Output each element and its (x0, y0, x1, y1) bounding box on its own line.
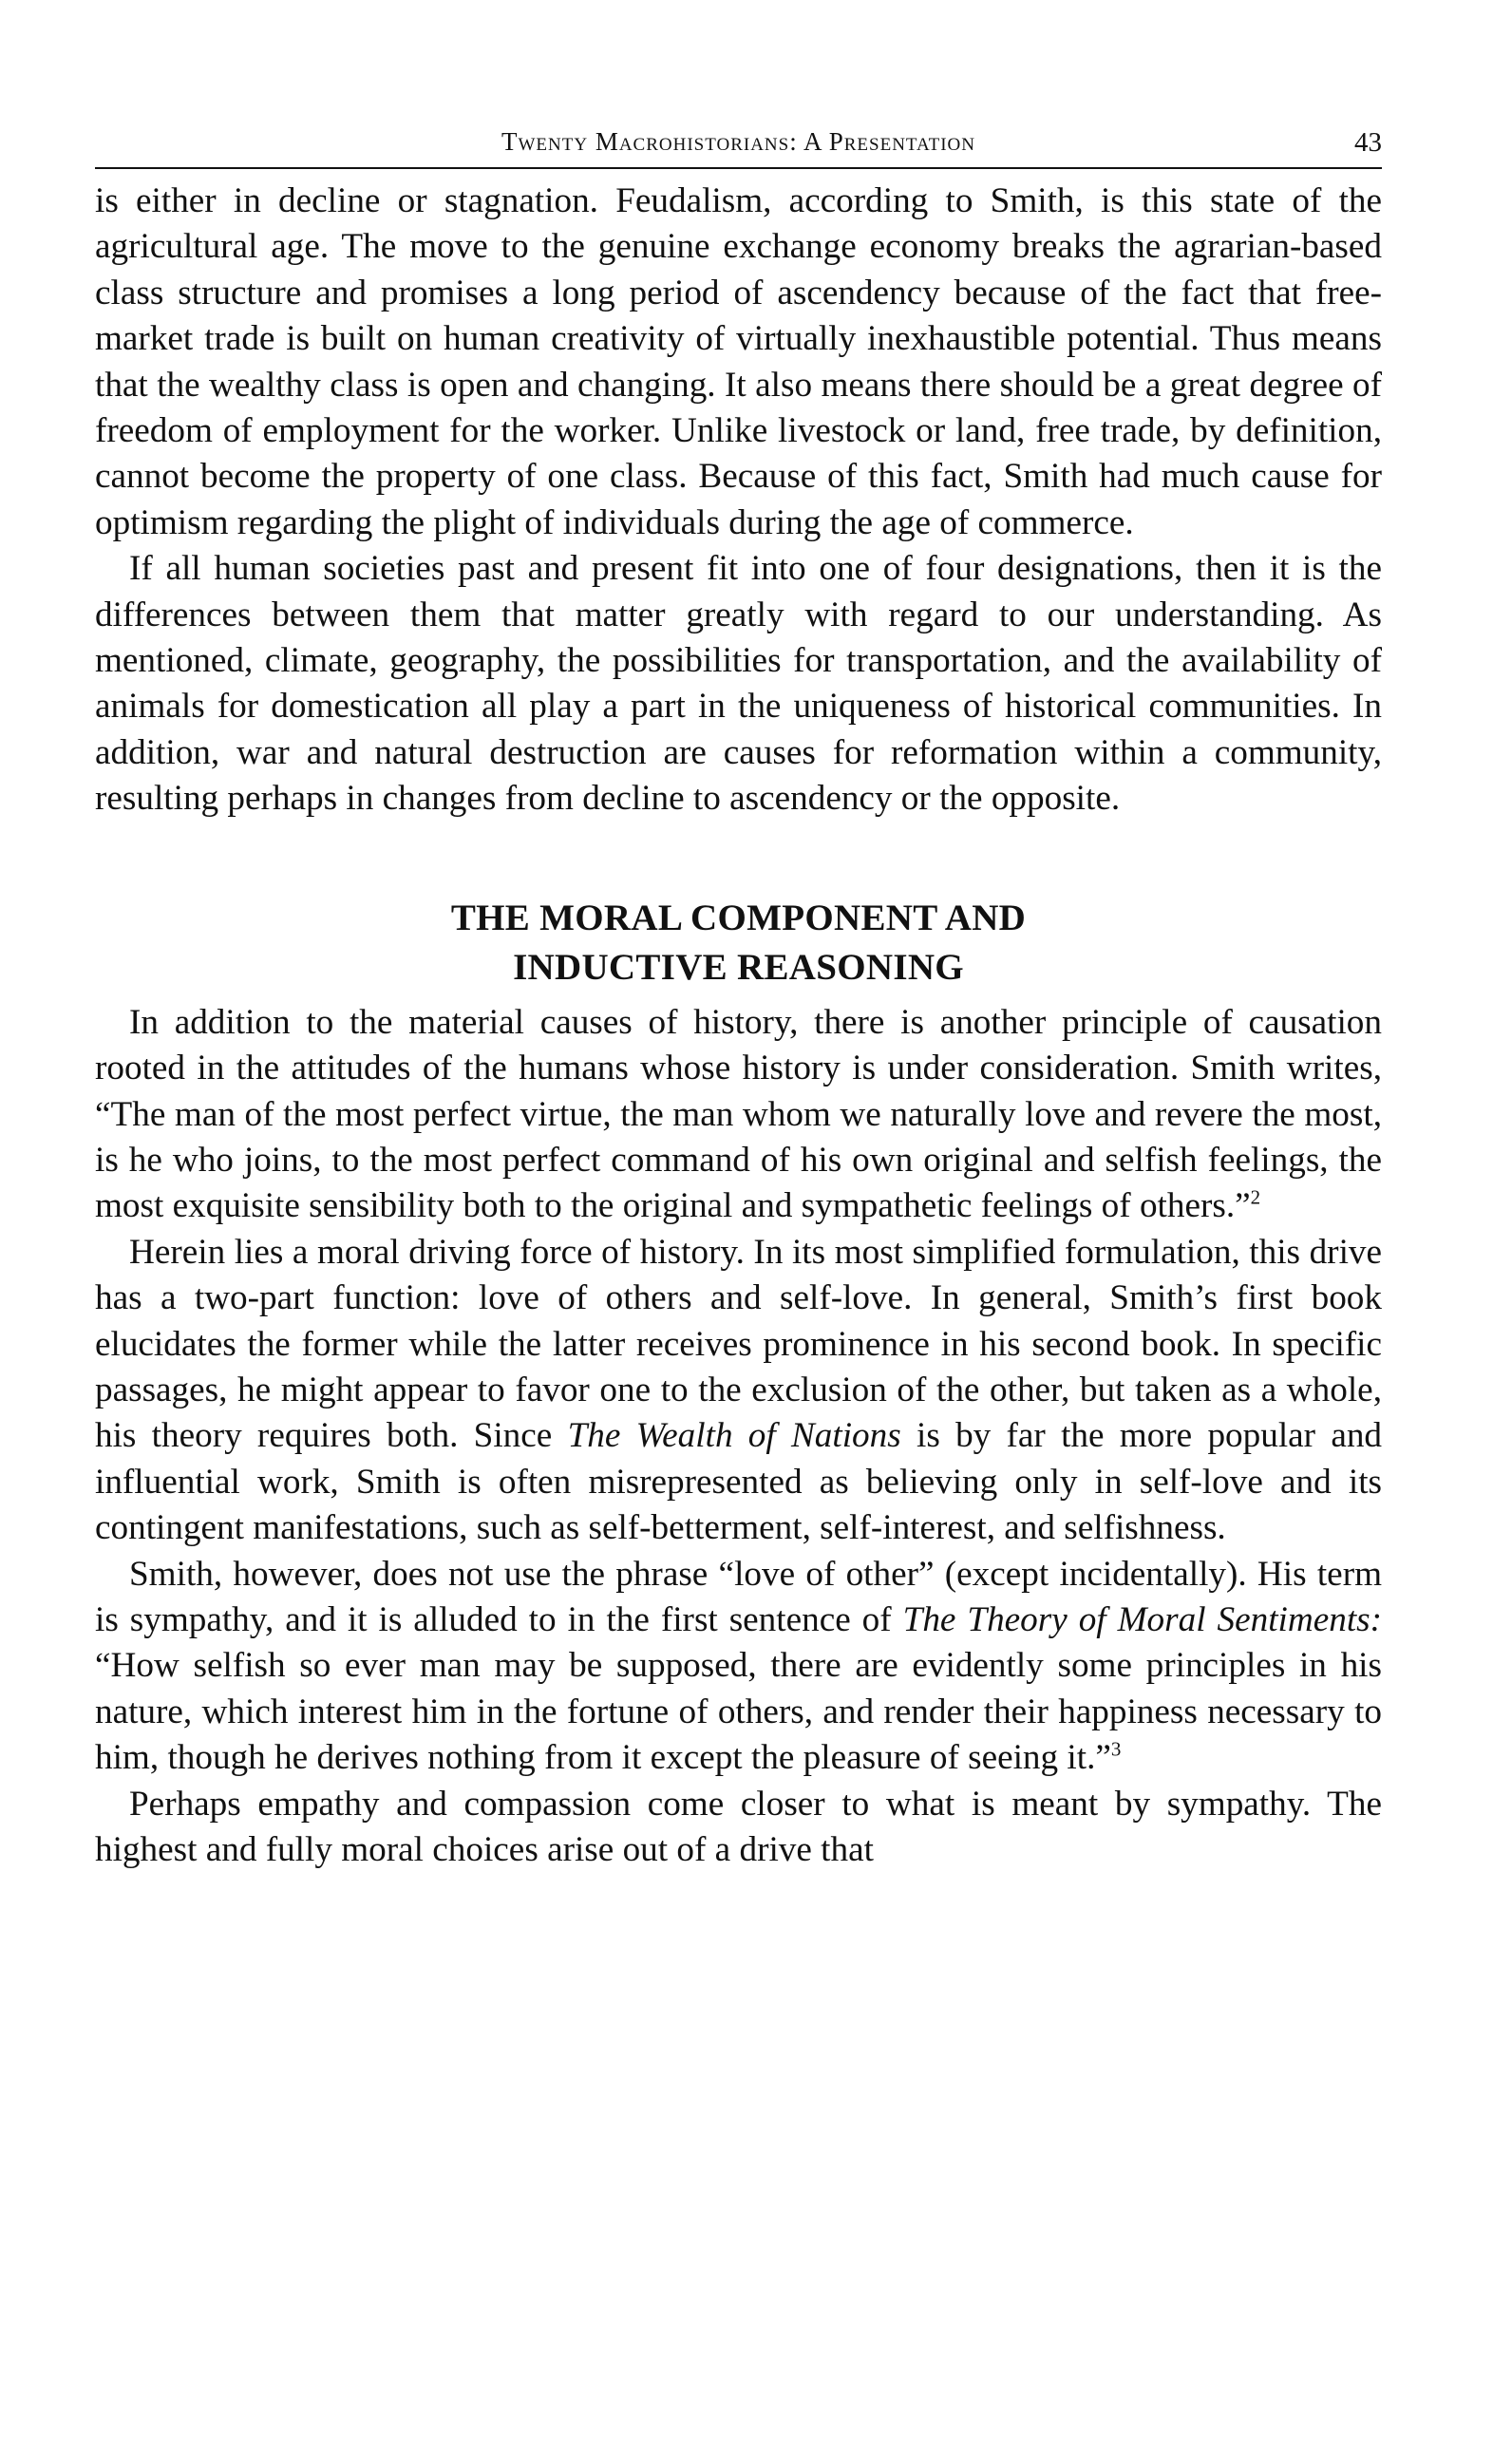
paragraph-text: In addition to the material causes of history, there is another principle of causation rooted in the attitudes of the humans whose history is under consideration. Smith writes, “The man of the most perfect virtue, the man whom we naturally love and revere the most, is he who joins, to the most perfect command of his own original and selfish feelings, the most exquisite sensibility both to the original and sympathetic feelings of others.” (95, 1002, 1382, 1226)
paragraph (95, 1230, 1382, 1552)
footnote-marker: 3 (1110, 1737, 1122, 1761)
book-page (95, 123, 1382, 1873)
page-number: 43 (1354, 127, 1382, 158)
section-heading-line: INDUCTIVE REASONING (513, 946, 964, 988)
paragraph-continued: is either in decline or stagnation. Feudalism, according to Smith, is this state of the agricultural age. The move to the genuine exchange economy breaks the agrarian-based class structure and promises a long period of ascendency because of the fact that free-market trade is built on human creativity of virtually inexhaustible potential. Thus means that the wealthy class is open and changing. It also means there should be a great degree of freedom of employment for the worker. Unlike livestock or land, free trade, by definition, cannot become the property of one class. Because of this fact, Smith had much cause for optimism regarding the plight of individuals during the age of commerce. (95, 181, 1382, 542)
paragraph: Perhaps empathy and compassion come closer to what is meant by sympathy. The highest and fully moral choices arise out of a drive that (95, 1784, 1382, 1869)
section-heading-line: THE MORAL COMPONENT AND (450, 897, 1027, 938)
paragraph-text: Herein lies a moral driving force of history. In its most simplified formulation, this drive has a two-part function: love of others and self-love. In general, Smith’s first book elucidates the former while the latter receives prominence in his second book. In specific passages, he might appear to favor one to the exclusion of the other, but taken as a whole, his theory requires both. Since (95, 1232, 1382, 1456)
paragraph (95, 1000, 1382, 1230)
paragraph-text: is by far the more popular and influential work, Smith is often misrepresented as believing only in self-love and its contingent manifestations, such as self-betterment, self-interest, and selfishness. (95, 1416, 1383, 1548)
running-header (95, 123, 1382, 169)
section-heading (95, 894, 1382, 993)
paragraph: If all human societies past and present fit into one of four designations, then it is the differences between them that matter greatly with regard to our understanding. As mentioned, climate, geography, the possibilities for transportation, and the availability of animals for domestication all play a part in the uniqueness of historical communities. In addition, war and natural destruction are causes for reformation within a community, resulting perhaps in changes from decline to ascendency or the opposite. (95, 549, 1382, 819)
running-title: Twenty Macrohistorians: A Presentation (501, 127, 976, 156)
paragraph (95, 1552, 1382, 1782)
book-title: The Theory of Moral Sentiments: (902, 1599, 1383, 1639)
footnote-marker: 2 (1250, 1185, 1261, 1209)
body-text (95, 179, 1382, 1873)
paragraph-text: Smith, however, does not use the phrase “love of other” (except incidentally). His term is sympathy, and it is alluded to in the first sentence of (95, 1554, 1382, 1639)
paragraph-text: “How selfish so ever man may be supposed, there are evidently some principles in his nature, which interest him in the fortune of others, and render their happiness necessary to him, though he derives nothing from it except the pleasure of seeing it.” (95, 1646, 1382, 1778)
book-title: The Wealth of Nations (567, 1416, 901, 1456)
